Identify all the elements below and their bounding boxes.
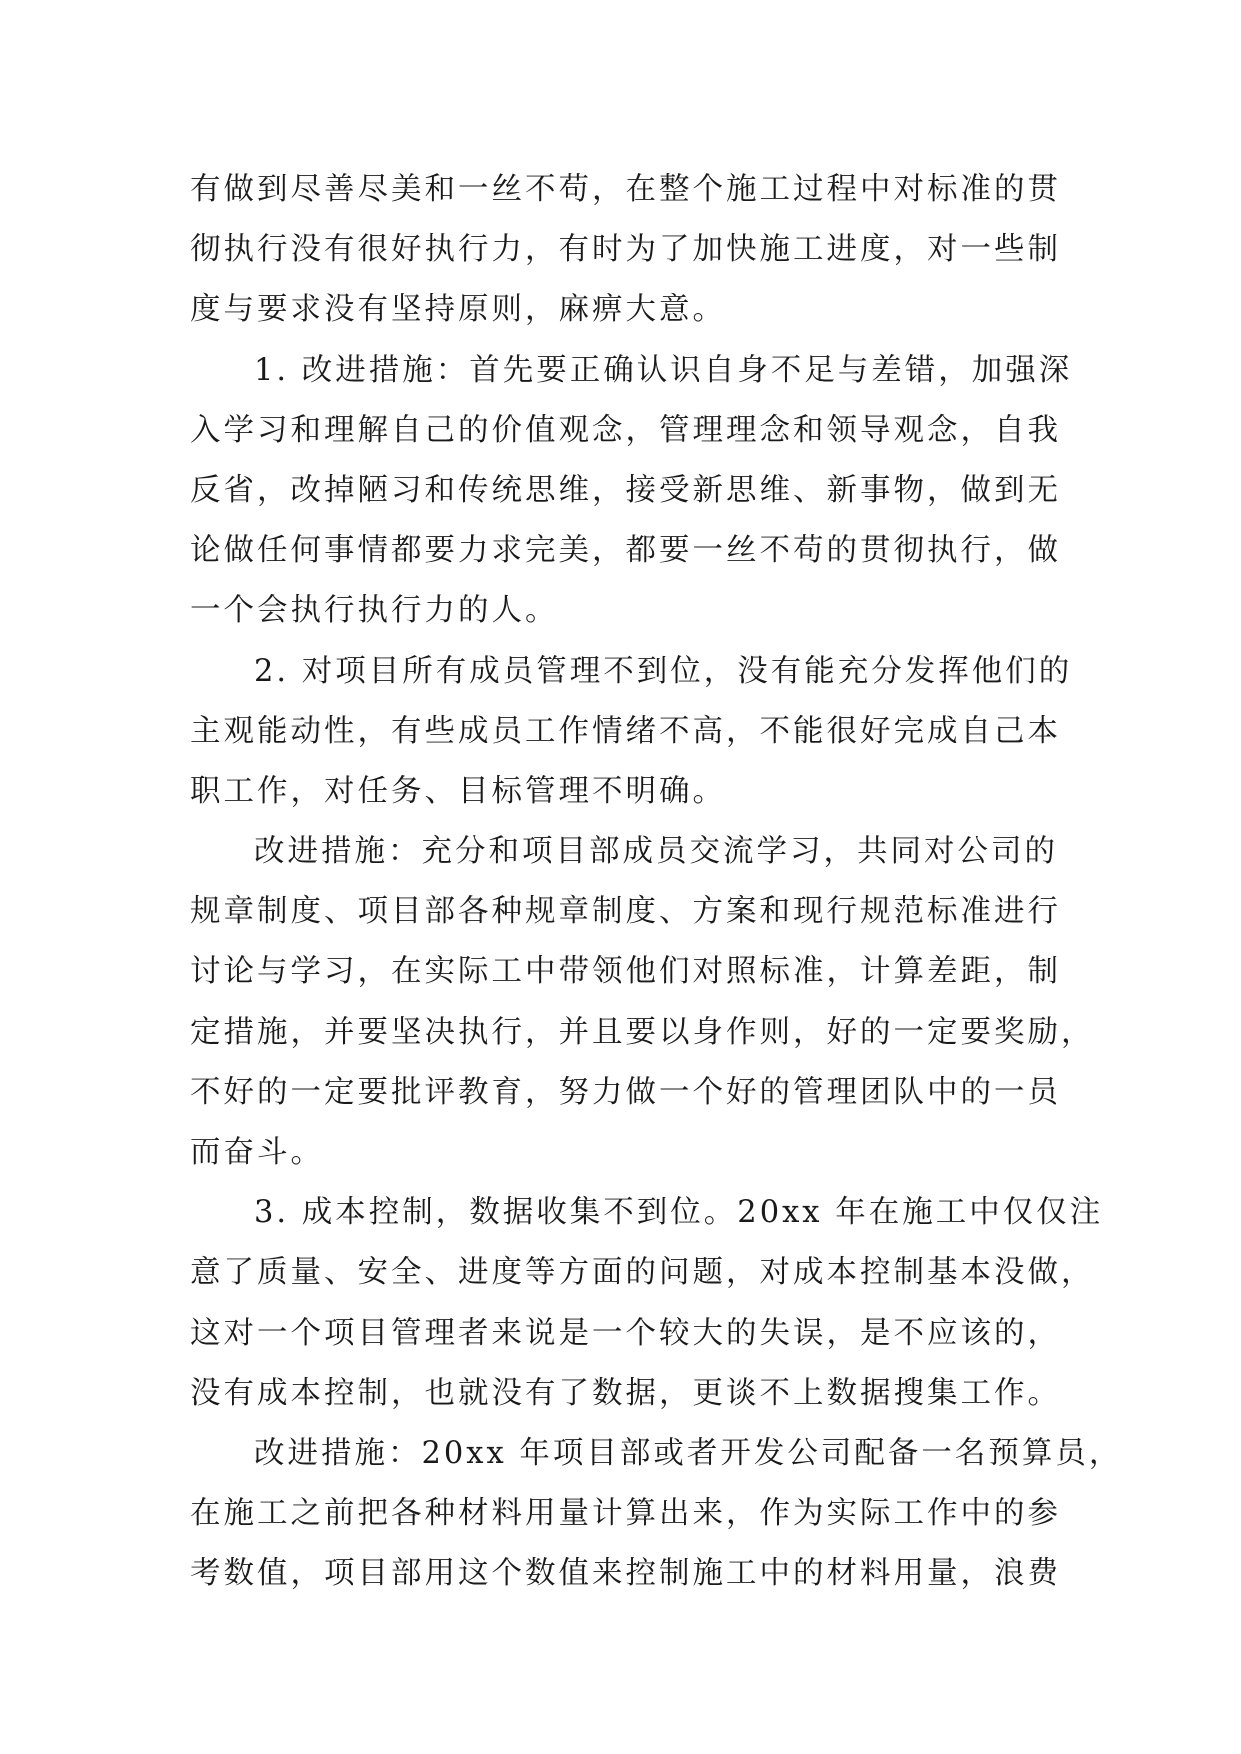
text-line: 定措施，并要坚决执行，并且要以身作则，好的一定要奖励， — [190, 1014, 1095, 1050]
text-line: 度与要求没有坚持原则，麻痹大意。 — [190, 292, 726, 328]
paragraph-start-line: 1. 改进措施：首先要正确认识自身不足与差错，加强深 — [254, 352, 1073, 388]
paragraph-start-line: 2. 对项目所有成员管理不到位，没有能充分发挥他们的 — [254, 653, 1073, 689]
text-line: 入学习和理解自己的价值观念，管理理念和领导观念，自我 — [190, 412, 1061, 448]
paragraph-start-line: 3. 成本控制，数据收集不到位。20xx 年在施工中仅仅注 — [254, 1195, 1104, 1231]
text-line: 这对一个项目管理者来说是一个较大的失误，是不应该的， — [190, 1315, 1061, 1351]
text-line: 有做到尽善尽美和一丝不苟，在整个施工过程中对标准的贯 — [190, 172, 1061, 207]
text-line: 职工作，对任务、目标管理不明确。 — [190, 773, 726, 809]
text-line: 考数值，项目部用这个数值来控制施工中的材料用量，浪费 — [190, 1556, 1061, 1592]
paragraph-start-line: 改进措施：20xx 年项目部或者开发公司配备一名预算员， — [254, 1435, 1123, 1471]
text-line: 反省，改掉陋习和传统思维，接受新思维、新事物，做到无 — [190, 472, 1061, 508]
text-line: 而奋斗。 — [190, 1135, 324, 1170]
text-line: 论做任何事情都要力求完美，都要一丝不苟的贯彻执行，做 — [190, 533, 1061, 569]
text-line: 讨论与学习，在实际工中带领他们对照标准，计算差距，制 — [190, 954, 1061, 990]
body-text — [190, 160, 1123, 1605]
text-line: 意了质量、安全、进度等方面的问题，对成本控制基本没做， — [190, 1255, 1095, 1291]
paragraph-start-line: 改进措施：充分和项目部成员交流学习，共同对公司的 — [254, 834, 1058, 870]
text-line: 在施工之前把各种材料用量计算出来，作为实际工作中的参 — [190, 1496, 1061, 1532]
text-line: 彻执行没有很好执行力，有时为了加快施工进度，对一些制 — [190, 232, 1061, 268]
text-line: 不好的一定要批评教育，努力做一个好的管理团队中的一员 — [190, 1074, 1061, 1110]
text-line: 规章制度、项目部各种规章制度、方案和现行规范标准进行 — [190, 894, 1061, 930]
text-line: 一个会执行执行力的人。 — [190, 593, 559, 629]
text-line: 没有成本控制，也就没有了数据，更谈不上数据搜集工作。 — [190, 1375, 1061, 1411]
text-line: 主观能动性，有些成员工作情绪不高，不能很好完成自己本 — [190, 713, 1061, 749]
